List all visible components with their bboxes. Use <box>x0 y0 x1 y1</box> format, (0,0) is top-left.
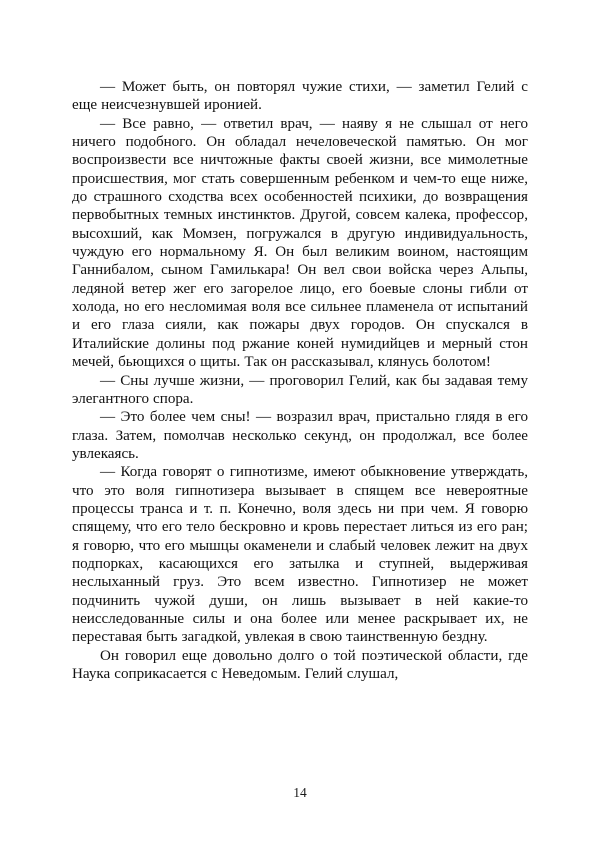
paragraph: — Может быть, он повторял чужие стихи, — заметил Гелий с еще неисчезнувшей иронией. <box>72 79 528 114</box>
paragraph: — Все равно, — ответил врач, — наяву я не слышал от него ничего подобного. Он обладал нечеловеческой памятью. Он мог воспроизвести все ничтожные факты своей жизни, все мимолетные происшествия, мог стать совершенным ребенком и чем-то еще ниже, до страшного сходства всех особенностей психики, до возвращения первобытных темных инстинктов. Другой, совсем калека, профессор, высохший, как Момзен, погружался в другую индивидуальность, чуждую его нормальному Я. Он был великим воином, настоящим Ганнибалом, сыном Гамилькара! Он вел свои войска через Альпы, ледяной ветер жег его загорелое лицо, его боевые слоны гибли от холода, но его несломимая воля все сильнее пламенела от испытаний и его глаза сияли, как пожары двух городов. Он спускался в Италийские долины под ржание коней нумидийцев и мерный стон мечей, бьющихся о щиты. Так он рассказывал, клянусь болотом! <box>72 115 528 371</box>
paragraph: — Когда говорят о гипнотизме, имеют обыкновение утверждать, что это воля гипнотизера вызывает в спящем все невероятные процессы транса и т. п. Конечно, воля здесь ни при чем. Я говорю спящему, что его тело бескровно и кровь перестает литься из его ран; я говорю, что его мышцы окаменели и слабый человек лежит на двух подпорках, касающихся его затылка и ступней, выдерживая неслыханный груз. Это всем известно. Гипнотизер не может подчинить чужой души, он лишь вызывает в ней какие-то неисследованные силы и она более или менее раскрывает их, не переставая быть загадкой, увлекая в свою таинственную бездну. <box>72 464 528 646</box>
paragraph: — Сны лучше жизни, — проговорил Гелий, как бы задавая тему элегантного спора. <box>72 372 528 407</box>
paragraph: Он говорил еще довольно долго о той поэтической области, где Наука соприкасается с Неведомым. Гелий слушал, <box>72 647 528 682</box>
page-number: 14 <box>293 785 307 800</box>
paragraph: — Это более чем сны! — возразил врач, пристально глядя в его глаза. Затем, помолчав несколько секунд, он продолжал, все более увлекаясь. <box>72 409 528 462</box>
page-text-block <box>72 78 528 683</box>
